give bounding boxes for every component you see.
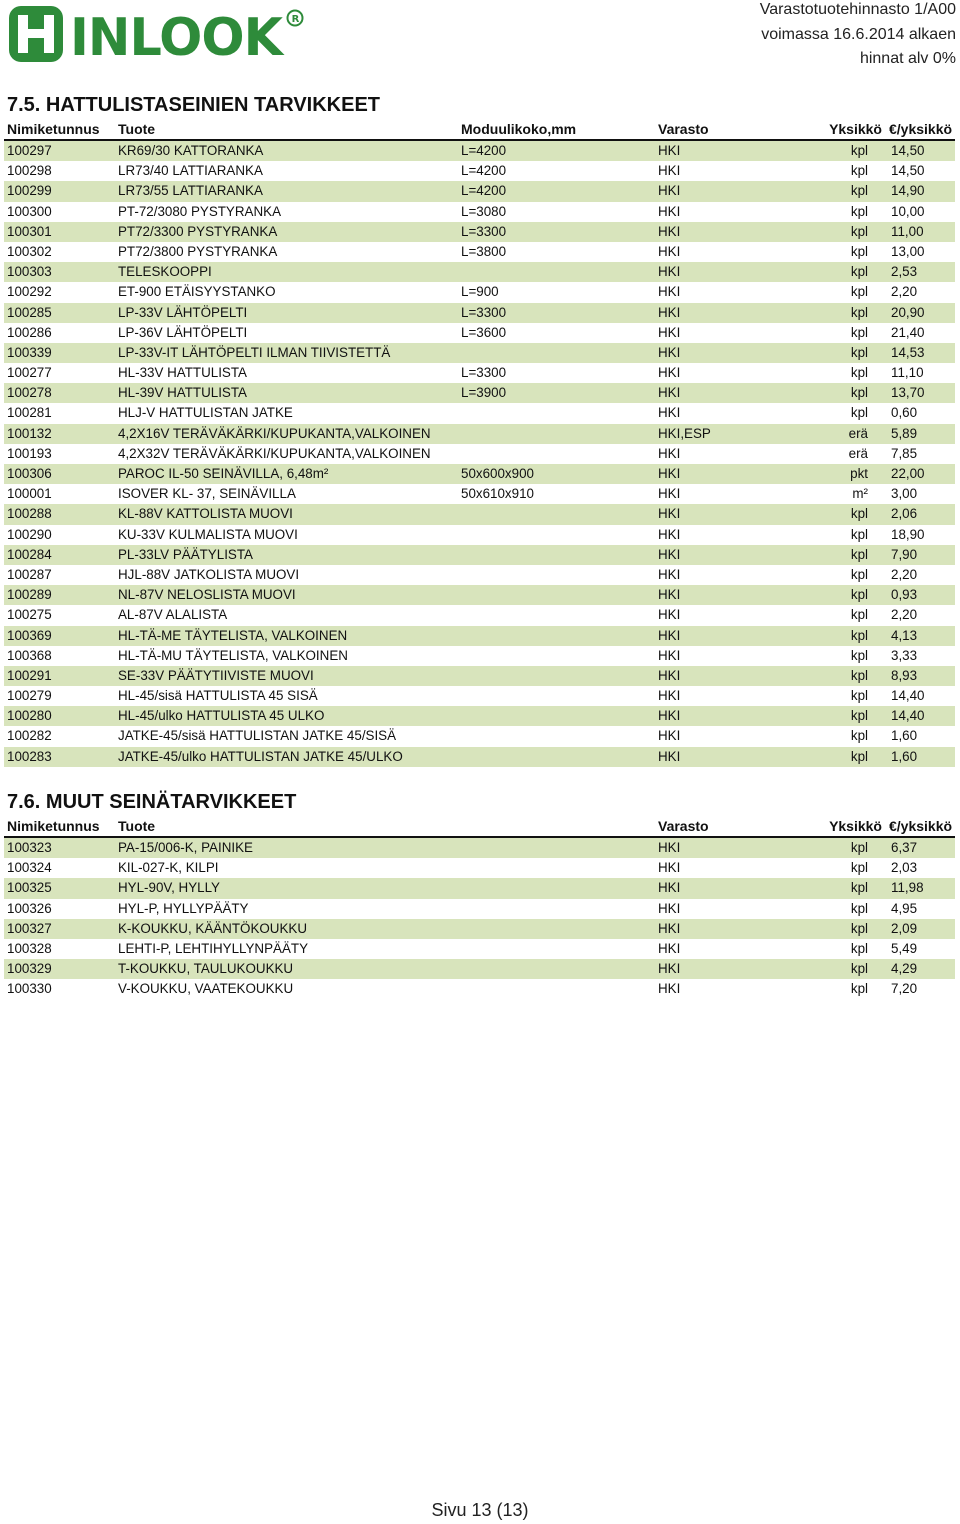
module-size-cell: L=3080 [461, 203, 507, 219]
col-header-unit-price: €/yksikkö [889, 121, 953, 137]
product-name-cell: K-KOUKKU, KÄÄNTÖKOUKKU [118, 920, 307, 936]
warehouse-cell: HKI [658, 223, 681, 239]
table-row [4, 181, 955, 201]
table-row [4, 747, 955, 767]
page-number: Sivu 13 (13) [431, 1500, 529, 1520]
item-code-cell: 100303 [7, 264, 52, 280]
warehouse-cell: HKI [658, 961, 681, 977]
unit-price-cell: 1,60 [891, 728, 918, 744]
module-size-cell: L=3600 [461, 324, 507, 340]
unit-price-cell: 14,50 [891, 163, 925, 179]
table-row [4, 343, 955, 363]
product-name-cell: JATKE-45/sisä HATTULISTAN JATKE 45/SISÄ [118, 728, 397, 744]
table-row [4, 858, 955, 878]
module-size-cell: L=900 [461, 284, 499, 300]
product-name-cell: PT-72/3080 PYSTYRANKA [118, 203, 281, 219]
unit-price-cell: 7,20 [891, 981, 918, 997]
item-code-cell: 100287 [7, 566, 52, 582]
module-size-cell: L=3300 [461, 365, 507, 381]
table-row [4, 484, 955, 504]
unit-cell: kpl [850, 607, 868, 623]
warehouse-cell: HKI [658, 688, 681, 704]
unit-price-cell: 1,60 [891, 748, 918, 764]
unit-cell: erä [848, 445, 868, 461]
table-row [4, 838, 955, 858]
warehouse-cell: HKI [658, 526, 681, 542]
price-list-title: Varastotuotehinnasto 1/A00 [759, 1, 956, 18]
table-row [4, 444, 955, 464]
warehouse-cell: HKI [658, 900, 681, 916]
item-code-cell: 100132 [7, 425, 52, 441]
item-code-cell: 100280 [7, 708, 52, 724]
table-row [4, 585, 955, 605]
warehouse-cell: HKI [658, 667, 681, 683]
table-row [4, 899, 955, 919]
product-name-cell: LR73/55 LATTIARANKA [118, 183, 263, 199]
product-name-cell: HL-TÄ-ME TÄYTELISTA, VALKOINEN [118, 627, 348, 643]
warehouse-cell: HKI [658, 143, 681, 158]
unit-cell: kpl [850, 647, 868, 663]
unit-price-cell: 14,90 [891, 183, 925, 199]
product-name-cell: AL-87V ALALISTA [118, 607, 228, 623]
col-header-unit-price: €/yksikkö [889, 818, 953, 834]
table-row [4, 666, 955, 686]
unit-price-cell: 4,29 [891, 961, 918, 977]
table-row [4, 525, 955, 545]
unit-cell: kpl [850, 344, 868, 360]
product-name-cell: HL-45/ulko HATTULISTA 45 ULKO [118, 708, 325, 724]
table-row [4, 222, 955, 242]
warehouse-cell: HKI [658, 627, 681, 643]
unit-cell: kpl [850, 961, 868, 977]
module-size-cell: L=4200 [461, 183, 507, 199]
table-row [4, 202, 955, 222]
unit-cell: kpl [850, 940, 868, 956]
item-code-cell: 100290 [7, 526, 52, 542]
unit-price-cell: 13,70 [891, 385, 925, 401]
item-code-cell: 100282 [7, 728, 52, 744]
unit-cell: kpl [850, 223, 868, 239]
section-title-7-5: 7.5. HATTULISTASEINIEN TARVIKKEET [7, 94, 380, 116]
item-code-cell: 100289 [7, 587, 52, 603]
product-name-cell: HL-45/sisä HATTULISTA 45 SISÄ [118, 688, 318, 704]
col-header-product: Tuote [118, 121, 156, 137]
table-row [4, 141, 955, 161]
unit-cell: kpl [850, 880, 868, 896]
product-name-cell: 4,2X16V TERÄVÄKÄRKI/KUPUKANTA,VALKOINEN [118, 425, 431, 441]
warehouse-cell: HKI [658, 405, 681, 421]
product-name-cell: LP-36V LÄHTÖPELTI [118, 324, 248, 340]
warehouse-cell: HKI [658, 546, 681, 562]
price-table-7-5 [4, 120, 955, 767]
table-row [4, 464, 955, 484]
table-row [4, 939, 955, 959]
product-name-cell: ET-900 ETÄISYYSTANKO [118, 284, 276, 300]
table-row [4, 504, 955, 524]
warehouse-cell: HKI [658, 243, 681, 259]
item-code-cell: 100284 [7, 546, 52, 562]
unit-cell: kpl [850, 900, 868, 916]
warehouse-cell: HKI [658, 708, 681, 724]
unit-cell: kpl [850, 840, 868, 855]
module-size-cell: L=4200 [461, 163, 507, 179]
warehouse-cell: HKI [658, 860, 681, 876]
table-row [4, 282, 955, 302]
module-size-cell: L=4200 [461, 143, 507, 158]
unit-price-cell: 13,00 [891, 243, 925, 259]
unit-price-cell: 18,90 [891, 526, 925, 542]
item-code-cell: 100277 [7, 365, 52, 381]
unit-price-cell: 20,90 [891, 304, 925, 320]
unit-price-cell: 2,20 [891, 284, 918, 300]
table-header [4, 120, 955, 141]
product-name-cell: 4,2X32V TERÄVÄKÄRKI/KUPUKANTA,VALKOINEN [118, 445, 431, 461]
table-row [4, 646, 955, 666]
warehouse-cell: HKI [658, 344, 681, 360]
warehouse-cell: HKI [658, 183, 681, 199]
module-size-cell: L=3300 [461, 223, 507, 239]
warehouse-cell: HKI [658, 365, 681, 381]
table-row [4, 403, 955, 423]
item-code-cell: 100292 [7, 284, 52, 300]
warehouse-cell: HKI [658, 647, 681, 663]
product-name-cell: T-KOUKKU, TAULUKOUKKU [118, 961, 294, 977]
unit-price-cell: 3,00 [891, 486, 918, 502]
unit-cell: kpl [850, 365, 868, 381]
col-header-warehouse: Varasto [658, 818, 709, 834]
warehouse-cell: HKI [658, 203, 681, 219]
product-name-cell: HYL-P, HYLLYPÄÄTY [118, 900, 249, 916]
unit-cell: kpl [850, 981, 868, 997]
item-code-cell: 100325 [7, 880, 52, 896]
item-code-cell: 100299 [7, 183, 52, 199]
warehouse-cell: HKI [658, 163, 681, 179]
unit-cell: kpl [850, 304, 868, 320]
col-header-item-code: Nimiketunnus [7, 121, 100, 137]
col-header-product: Tuote [118, 818, 156, 834]
unit-cell: kpl [850, 860, 868, 876]
unit-cell: kpl [850, 566, 868, 582]
unit-price-cell: 2,09 [891, 920, 918, 936]
product-name-cell: PT72/3300 PYSTYRANKA [118, 223, 278, 239]
unit-price-cell: 0,60 [891, 405, 918, 421]
warehouse-cell: HKI [658, 486, 681, 502]
item-code-cell: 100281 [7, 405, 52, 421]
unit-cell: pkt [850, 466, 868, 481]
item-code-cell: 100286 [7, 324, 52, 340]
col-header-module-size: Moduulikoko,mm [461, 121, 577, 137]
table-row [4, 919, 955, 939]
product-name-cell: HLJ-V HATTULISTAN JATKE [118, 405, 293, 421]
unit-cell: kpl [850, 143, 868, 158]
product-name-cell: KU-33V KULMALISTA MUOVI [118, 526, 298, 542]
warehouse-cell: HKI [658, 466, 681, 481]
product-name-cell: ISOVER KL- 37, SEINÄVILLA [118, 486, 296, 502]
svg-text:R: R [291, 14, 300, 25]
item-code-cell: 100328 [7, 940, 52, 956]
module-size-cell: 50x600x900 [461, 466, 534, 481]
unit-cell: kpl [850, 264, 868, 280]
product-name-cell: LR73/40 LATTIARANKA [118, 163, 263, 179]
warehouse-cell: HKI [658, 506, 681, 522]
module-size-cell: L=3900 [461, 385, 507, 401]
logo-wordmark: INLOOK [70, 8, 285, 63]
table-row [4, 626, 955, 646]
unit-price-cell: 22,00 [891, 466, 925, 481]
table-row [4, 303, 955, 323]
product-name-cell: PAROC IL-50 SEINÄVILLA, 6,48m² [118, 466, 329, 481]
unit-cell: kpl [850, 728, 868, 744]
warehouse-cell: HKI [658, 304, 681, 320]
item-code-cell: 100324 [7, 860, 52, 876]
item-code-cell: 100302 [7, 243, 52, 259]
product-name-cell: KR69/30 KATTORANKA [118, 143, 264, 158]
product-name-cell: PT72/3800 PYSTYRANKA [118, 243, 278, 259]
table-body [4, 141, 955, 767]
document-header [760, 0, 956, 72]
unit-price-cell: 7,90 [891, 546, 918, 562]
item-code-cell: 100301 [7, 223, 52, 239]
item-code-cell: 100329 [7, 961, 52, 977]
unit-price-cell: 7,85 [891, 445, 918, 461]
unit-cell: kpl [850, 243, 868, 259]
unit-cell: kpl [850, 920, 868, 936]
unit-cell: kpl [850, 324, 868, 340]
module-size-cell: 50x610x910 [461, 486, 534, 502]
table-row [4, 565, 955, 585]
item-code-cell: 100001 [7, 486, 52, 502]
warehouse-cell: HKI [658, 728, 681, 744]
unit-cell: kpl [850, 667, 868, 683]
warehouse-cell: HKI [658, 607, 681, 623]
table-header [4, 817, 955, 838]
table-row [4, 363, 955, 383]
product-name-cell: LEHTI-P, LEHTIHYLLYNPÄÄTY [118, 940, 309, 956]
unit-cell: kpl [850, 203, 868, 219]
table-row [4, 686, 955, 706]
warehouse-cell: HKI [658, 264, 681, 280]
unit-cell: kpl [850, 708, 868, 724]
unit-price-cell: 14,53 [891, 344, 925, 360]
unit-price-cell: 4,13 [891, 627, 918, 643]
unit-cell: kpl [850, 284, 868, 300]
module-size-cell: L=3300 [461, 304, 507, 320]
item-code-cell: 100323 [7, 840, 52, 855]
unit-cell: kpl [850, 506, 868, 522]
warehouse-cell: HKI [658, 284, 681, 300]
module-size-cell: L=3800 [461, 243, 507, 259]
warehouse-cell: HKI [658, 920, 681, 936]
col-header-item-code: Nimiketunnus [7, 818, 100, 834]
table-row [4, 605, 955, 625]
vat-note: hinnat alv 0% [859, 50, 956, 67]
product-name-cell: HL-33V HATTULISTA [118, 365, 247, 381]
product-name-cell: TELESKOOPPI [118, 264, 212, 280]
item-code-cell: 100306 [7, 466, 52, 481]
unit-price-cell: 8,93 [891, 667, 918, 683]
unit-price-cell: 2,20 [891, 607, 918, 623]
unit-cell: kpl [850, 688, 868, 704]
item-code-cell: 100193 [7, 445, 52, 461]
unit-price-cell: 6,37 [891, 840, 918, 855]
table-row [4, 424, 955, 444]
table-row [4, 959, 955, 979]
unit-price-cell: 11,98 [891, 880, 924, 896]
product-name-cell: HJL-88V JATKOLISTA MUOVI [118, 566, 300, 582]
table-row [4, 706, 955, 726]
unit-cell: kpl [850, 587, 868, 603]
product-name-cell: KL-88V KATTOLISTA MUOVI [118, 506, 293, 522]
warehouse-cell: HKI,ESP [658, 425, 711, 441]
table-row [4, 262, 955, 282]
unit-cell: erä [848, 425, 868, 441]
table-row [4, 726, 955, 746]
product-name-cell: HL-39V HATTULISTA [118, 385, 247, 401]
item-code-cell: 100339 [7, 344, 52, 360]
warehouse-cell: HKI [658, 385, 681, 401]
product-name-cell: PL-33LV PÄÄTYLISTA [118, 546, 253, 562]
warehouse-cell: HKI [658, 880, 681, 896]
unit-cell: kpl [850, 546, 868, 562]
unit-cell: kpl [850, 405, 868, 421]
product-name-cell: HYL-90V, HYLLY [118, 880, 220, 896]
product-name-cell: PA-15/006-K, PAINIKE [118, 840, 253, 855]
item-code-cell: 100298 [7, 163, 52, 179]
warehouse-cell: HKI [658, 566, 681, 582]
warehouse-cell: HKI [658, 587, 681, 603]
price-table-7-6 [4, 817, 955, 1000]
table-body [4, 838, 955, 1000]
table-row [4, 878, 955, 898]
warehouse-cell: HKI [658, 445, 681, 461]
unit-cell: m² [852, 486, 868, 502]
item-code-cell: 100330 [7, 981, 52, 997]
section-title-7-6: 7.6. MUUT SEINÄTARVIKKEET [7, 791, 297, 813]
product-name-cell: LP-33V-IT LÄHTÖPELTI ILMAN TIIVISTETTÄ [118, 344, 391, 360]
unit-cell: kpl [850, 627, 868, 643]
product-name-cell: LP-33V LÄHTÖPELTI [118, 304, 248, 320]
warehouse-cell: HKI [658, 981, 681, 997]
table-row [4, 161, 955, 181]
unit-price-cell: 5,89 [891, 425, 918, 441]
item-code-cell: 100368 [7, 647, 52, 663]
unit-price-cell: 2,06 [891, 506, 918, 522]
item-code-cell: 100300 [7, 203, 52, 219]
unit-price-cell: 2,53 [891, 264, 918, 280]
unit-price-cell: 11,10 [891, 365, 924, 381]
item-code-cell: 100285 [7, 304, 52, 320]
unit-price-cell: 14,50 [891, 143, 925, 158]
unit-price-cell: 0,93 [891, 587, 918, 603]
table-row [4, 979, 955, 999]
unit-cell: kpl [850, 385, 868, 401]
unit-price-cell: 2,20 [891, 566, 918, 582]
unit-price-cell: 11,00 [891, 223, 924, 239]
warehouse-cell: HKI [658, 324, 681, 340]
unit-price-cell: 5,49 [891, 940, 918, 956]
product-name-cell: NL-87V NELOSLISTA MUOVI [118, 587, 296, 603]
item-code-cell: 100291 [7, 667, 52, 683]
unit-cell: kpl [850, 183, 868, 199]
table-row [4, 242, 955, 262]
unit-price-cell: 14,40 [891, 708, 925, 724]
unit-price-cell: 21,40 [891, 324, 925, 340]
unit-cell: kpl [850, 526, 868, 542]
unit-price-cell: 10,00 [891, 203, 925, 219]
product-name-cell: JATKE-45/ulko HATTULISTAN JATKE 45/ULKO [118, 748, 403, 764]
item-code-cell: 100369 [7, 627, 52, 643]
table-row [4, 545, 955, 565]
col-header-unit: Yksikkö [829, 818, 882, 834]
product-name-cell: SE-33V PÄÄTYTIIVISTE MUOVI [118, 667, 314, 683]
inlook-logo [8, 5, 304, 63]
item-code-cell: 100283 [7, 748, 52, 764]
unit-cell: kpl [850, 163, 868, 179]
unit-price-cell: 3,33 [891, 647, 918, 663]
item-code-cell: 100278 [7, 385, 52, 401]
validity-date: voimassa 16.6.2014 alkaen [761, 25, 956, 43]
item-code-cell: 100326 [7, 900, 52, 916]
table-row [4, 323, 955, 343]
item-code-cell: 100297 [7, 143, 52, 158]
warehouse-cell: HKI [658, 940, 681, 956]
warehouse-cell: HKI [658, 840, 681, 855]
item-code-cell: 100327 [7, 920, 52, 936]
item-code-cell: 100275 [7, 607, 52, 623]
product-name-cell: KIL-027-K, KILPI [118, 860, 219, 876]
product-name-cell: HL-TÄ-MU TÄYTELISTA, VALKOINEN [118, 647, 348, 663]
warehouse-cell: HKI [658, 748, 681, 764]
item-code-cell: 100279 [7, 688, 52, 704]
unit-price-cell: 4,95 [891, 900, 918, 916]
col-header-unit: Yksikkö [829, 121, 882, 137]
product-name-cell: V-KOUKKU, VAATEKOUKKU [118, 981, 294, 997]
unit-price-cell: 2,03 [891, 860, 918, 876]
item-code-cell: 100288 [7, 506, 52, 522]
table-row [4, 383, 955, 403]
unit-cell: kpl [850, 748, 868, 764]
col-header-warehouse: Varasto [658, 121, 709, 137]
unit-price-cell: 14,40 [891, 688, 925, 704]
